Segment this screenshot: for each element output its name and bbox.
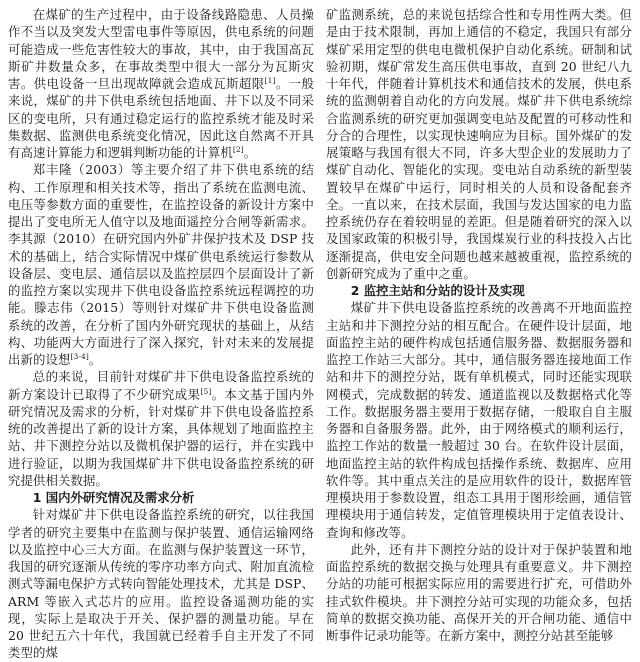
text-span: 。一般来说，煤矿的井下供电系统包括地面、井下以及不同采区的变电所，只有通过稳定运行的监控系统才能及时采集数据、监测供电系统变化情况，因此这自然离不开具有高速计算能力和逻辑判断功能的计算机 xyxy=(8,76,315,160)
paragraph-intro xyxy=(8,6,314,161)
text-span: 。 xyxy=(88,352,102,367)
paragraph-substation: 此外，还有井下测控分站的设计对于保护装置和地面监控系统的数据交换与处理具有重要意义。井下测控分站的功能可根据实际应用的需要进行扩充，可借助外挂式软件模块。井下测控分站可实现的功能众多，包括简单的数据交换功能、高保开关的开合闸功能、通信中断事件记录功能等。在新方案中，测控分站甚至能够 xyxy=(326,541,632,643)
section-heading-1: 1 国内外研究情况及需求分析 xyxy=(32,490,195,505)
citation: [2] xyxy=(232,144,244,154)
text-span: 。 xyxy=(243,145,257,160)
citation: [5] xyxy=(200,386,212,396)
paragraph-literature xyxy=(8,161,314,368)
right-column xyxy=(326,6,632,643)
citation: [1] xyxy=(264,75,276,85)
paragraph-summary xyxy=(8,368,314,489)
paragraph-research-status: 针对煤矿井下供电设备监控系统的研究，以往我国学者的研究主要集中在监测与保护装置、通信运输网络以及监控中心三大方面。在监测与保护装置这一环节，我国的研究逐渐从传统的零序功率方向式、附加直流检测式等漏电保护方式转向智能处理技术，尤其是 DSP、ARM 等嵌入式芯片的应用。监控设备遥测功能的实现，实际上是取决于开关、保护器的测量功能。早在 20 世纪五六十年代，我国就已经着手自主开发了不同类型的煤 xyxy=(8,507,314,661)
paragraph-main-station: 煤矿井下供电设备监控系统的改善离不开地面监控主站和井下测控分站的相互配合。在硬件设计层面，地面监控主站的硬件构成包括通信服务器、数据服务器和监控工作站三大部分。其中，通信服务器连接地面工作站和井下的测控分站，既有单机模式，同时还能实现联网模式，完成数据的转发、通道监视以及数据格式化等工作。数据服务器主要用于数据存储，一般取自自主服务器和自备服务器。此外，由于网络模式的顺利运行，监控工作站的数量一般超过 30 台。在软件设计层面，地面监控主站的软件构成包括操作系统、数据库、应用软件等。其中重点关注的是应用软件的设计，数据库管理模块用于参数设置，组态工具用于图形绘画，通信管理模块用于通信转发，定值管理模块用于定值表设计、查询和修改等。 xyxy=(326,300,632,540)
left-column xyxy=(8,6,315,661)
text-span: 在煤矿的生产过程中，由于设备线路隐患、人员操作不当以及突发大型雷电事件等原因，供电系统的问题可能造成一些危害性较大的事故，其中，由于我国高瓦斯矿井数量众多，在事故类型中很大一部分为瓦斯灾害。供电设备一旦出现故障就会造成瓦斯超限 xyxy=(8,7,314,91)
citation: [3-4] xyxy=(70,351,89,361)
text-span: 总的来说，目前针对煤矿井下供电设备监控系统的新方案设计已取得了不少研究成果 xyxy=(8,369,314,402)
text-span: 郑丰隆（2003）等主要介绍了井下供电系统的结构、工作原理和相关技术等，指出了系统在监测电流、电压等参数方面的重要性，在监控设备的新设计方案中提出了变电所无人值守以及地面遥控分合闸等新需求。李其源（2010）在研究国内外矿井保护技术及 DSP 技术的基础上，结合实际情况中煤矿供电系统运行参数从设备层、变电层、通信层以及监控层四个层面设计了新的监控方案以实现井下供电设备监控系统远程调控的功能。滕志伟（2015）等则针对煤矿井下供电设备监测系统的改善，在分析了国内外研究现状的基础上，从结构、功能两大方面进行了深入探究，针对未来的发展提出新的设想 xyxy=(8,162,314,367)
paragraph-continued: 矿监测系统，总的来说包括综合性和专用性两大类。但是由于技术限制，再加上通信的不稳定，我国只有部分煤矿采用定型的供电电微机保护自动化系统。研制和试验初期，煤矿常发生高压供电事故，直到 20 世纪八九十年代，伴随着计算机技术和通信技术的发展，供电系统的监测朝着自动化的方向发展。煤矿井下供电系统综合监测系统的研究更加强调变电站及配置的可移动性和分合的合理性，以实现快速响应为目标。国外煤矿的发展策略与我国有很大不同，许多大型企业的发展助力了煤矿自动化、智能化的实现。变电站自动系统的新型装置较早在煤矿中运行，同时相关的人员和设备配套齐全。一直以来，在技术层面，我国与发达国家的电力监控系统仍存在着较明显的差距。但是随着研究的深入以及国家政策的积极引导，我国煤炭行业的科技投入占比逐渐提高，供电安全问题也越来越被重视，监控系统的创新研究成为了重中之重。 xyxy=(326,7,632,281)
text-span: 。本文基于国内外研究情况及需求的分析，针对煤矿井下供电设备监控系统的改善提出了新的设计方案，具体规划了地面监控主站、井下测控分站以及微机保护器的运行，并在实践中进行验证，以期为我国煤矿井下供电设备监控系统的研究提供相关数据。 xyxy=(8,386,315,488)
section-heading-2: 2 监控主站和分站的设计及实现 xyxy=(350,283,525,298)
